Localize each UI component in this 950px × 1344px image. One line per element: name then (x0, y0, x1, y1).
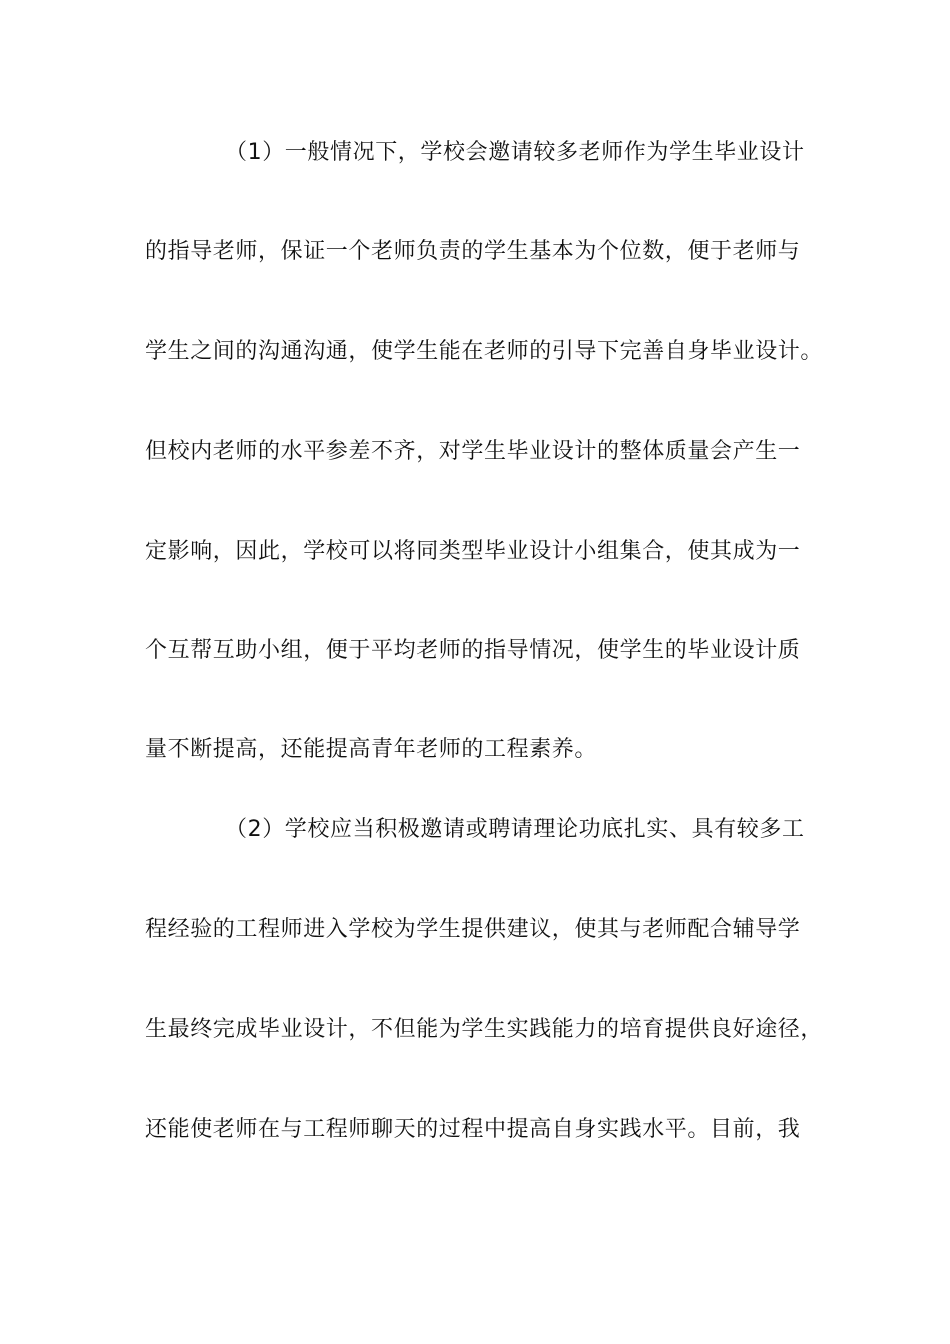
paragraph-1-line-7: 量不断提高，还能提高青年老师的工程素养。 (145, 737, 598, 762)
paragraph-1-line-2: 的指导老师，保证一个老师负责的学生基本为个位数，便于老师与 (145, 239, 801, 264)
paragraph-2-line-4: 还能使老师在与工程师聊天的过程中提高自身实践水平。目前，我 (145, 1117, 801, 1142)
paragraph-2-line-1: （2）学校应当积极邀请或聘请理论功底扎实、具有较多工 (225, 817, 805, 842)
paragraph-2-line-3: 生最终完成毕业设计，不但能为学生实践能力的培育提供良好途径， (145, 1017, 824, 1042)
paragraph-1-line-3: 学生之间的沟通沟通，使学生能在老师的引导下完善自身毕业设计。 (145, 339, 824, 364)
paragraph-1-line-1: （1）一般情况下，学校会邀请较多老师作为学生毕业设计 (225, 140, 805, 165)
paragraph-1-line-4: 但校内老师的水平参差不齐，对学生毕业设计的整体质量会产生一 (145, 439, 801, 464)
paragraph-1-line-6: 个互帮互助小组，便于平均老师的指导情况，使学生的毕业设计质 (145, 638, 801, 663)
paragraph-1-line-5: 定影响，因此，学校可以将同类型毕业设计小组集合，使其成为一 (145, 539, 801, 564)
paragraph-2-line-2: 程经验的工程师进入学校为学生提供建议，使其与老师配合辅导学 (145, 917, 801, 942)
